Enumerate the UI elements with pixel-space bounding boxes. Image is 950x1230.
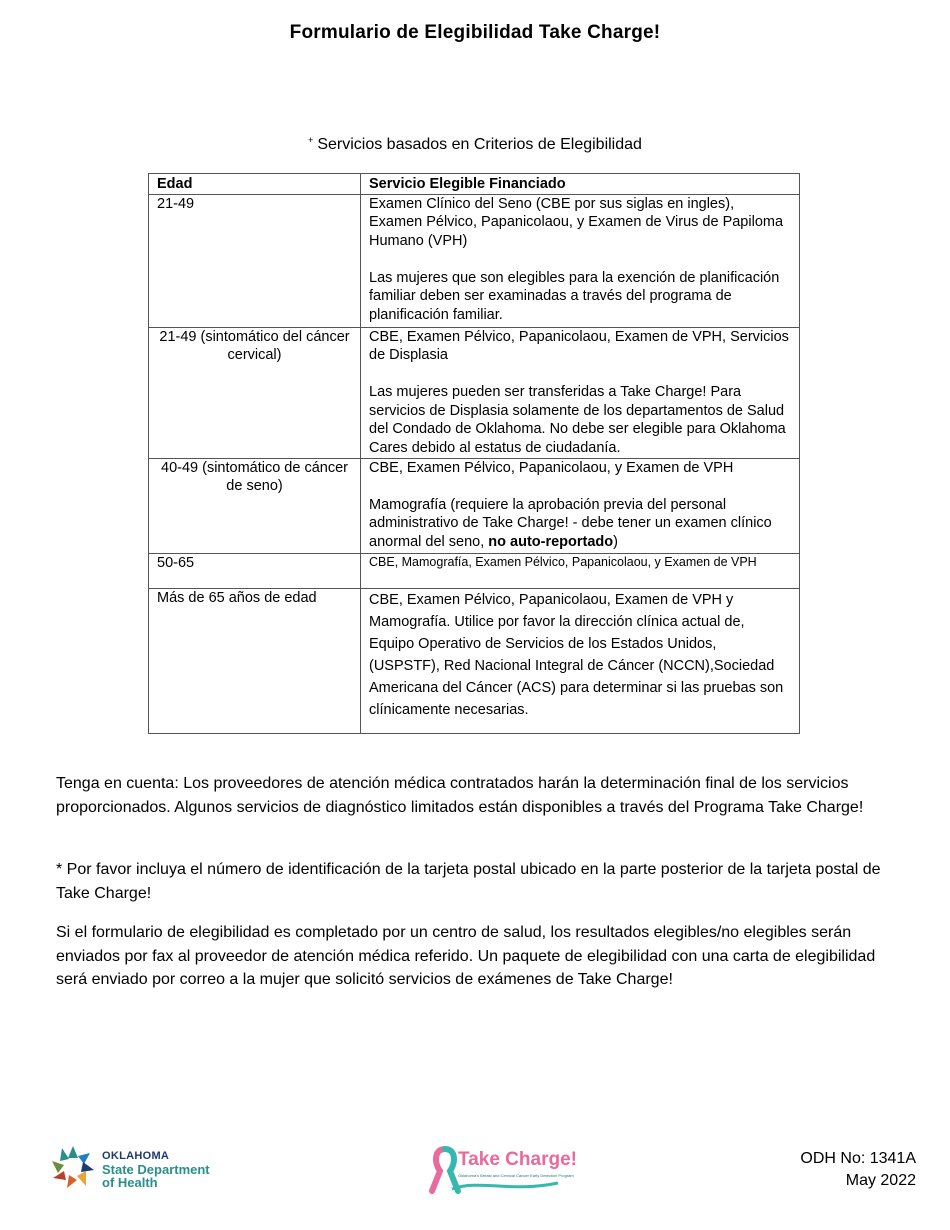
osdh-name-line2: State Department <box>102 1162 210 1177</box>
osdh-name-line3: of Health <box>102 1175 158 1190</box>
take-charge-tagline: Oklahoma's Breast and Cervical Cancer Early Detection Program <box>458 1173 574 1178</box>
osdh-star-icon <box>50 1144 96 1190</box>
service-cell: CBE, Examen Pélvico, Papanicolaou, Examen de VPH y Mamografía. Utilice por favor la dirección clínica actual de, Equipo Operativo de Servicios de los Estados Unidos, (USPSTF), Red Nacional Integral de Cáncer (NCCN),Sociedad Americana del Cáncer (ACS) para determinar si las pruebas son clínicamente necesarias. <box>361 588 800 733</box>
ribbon-swoosh-icon <box>450 1179 560 1193</box>
table-row <box>149 327 800 458</box>
table-row <box>149 588 800 733</box>
age-cell: 40-49 (sintomático de cáncer de seno) <box>149 458 361 553</box>
caption-mark: + <box>308 135 314 145</box>
osdh-logo <box>50 1144 220 1192</box>
age-cell: Más de 65 años de edad <box>149 588 361 733</box>
header-service: Servicio Elegible Financiado <box>361 174 800 195</box>
note-eligibility-fax: Si el formulario de elegibilidad es completado por un centro de salud, los resultados elegibles/no elegibles serán enviados por fax al proveedor de atención médica referido. Un paquete de elegibilidad con una carta de elegibilidad será enviado por correo a la mujer que solicitó servicios de exámenes de Take Charge! <box>56 924 876 988</box>
table-caption <box>0 135 950 154</box>
table-row <box>149 194 800 327</box>
service-cell <box>361 327 800 458</box>
age-cell: 21-49 <box>149 194 361 327</box>
take-charge-logo <box>428 1145 578 1199</box>
page-title: Formulario de Elegibilidad Take Charge! <box>289 22 661 43</box>
service-cell: CBE, Mamografía, Examen Pélvico, Papanicolaou, y Examen de VPH <box>361 553 800 588</box>
note-provider-determination: Tenga en cuenta: Los proveedores de atención médica contratados harán la determinación final de los servicios proporcionados. Algunos servicios de diagnóstico limitados están disponibles a través del Programa Take Charge! <box>56 775 864 816</box>
osdh-name-line1: OKLAHOMA <box>102 1150 170 1162</box>
age-cell: 50-65 <box>149 553 361 588</box>
eligibility-table <box>148 173 800 734</box>
service-note: Las mujeres que son elegibles para la exención de planificación familiar deben ser examinadas a través del programa de planificación familiar. <box>369 269 780 323</box>
service-cell <box>361 194 800 327</box>
table-header-row <box>149 174 800 195</box>
service-note-text: Mamografía (requiere la aprobación previa del personal administrativo de Take Charge! - debe tener un examen clínico anormal del seno, <box>369 496 772 550</box>
service-cell <box>361 458 800 553</box>
service-text: CBE, Examen Pélvico, Papanicolaou, y Examen de VPH <box>369 459 734 476</box>
form-date: May 2022 <box>845 1172 916 1189</box>
header-age: Edad <box>149 174 361 195</box>
service-text: CBE, Examen Pélvico, Papanicolaou, Examen de VPH, Servicios de Displasia <box>369 328 789 363</box>
take-charge-name: Take Charge! <box>458 1149 577 1170</box>
caption-text: Servicios basados en Criterios de Elegibilidad <box>317 136 642 153</box>
form-id-block <box>800 1148 916 1192</box>
table-row <box>149 458 800 553</box>
odh-number: ODH No: 1341A <box>800 1150 916 1167</box>
age-cell: 21-49 (sintomático del cáncer cervical) <box>149 327 361 458</box>
service-text: Examen Clínico del Seno (CBE por sus siglas en ingles), Examen Pélvico, Papanicolaou, y Examen de Virus de Papiloma Humano (VPH) <box>369 195 784 249</box>
service-note <box>369 496 791 552</box>
service-note-end: ) <box>613 533 618 550</box>
note-postcard-id: * Por favor incluya el número de identificación de la tarjeta postal ubicado en la parte posterior de la tarjeta postal de Take Charge! <box>56 861 881 902</box>
table-row <box>149 553 800 588</box>
service-note-bold: no auto-reportado <box>488 533 614 550</box>
service-note: Las mujeres pueden ser transferidas a Take Charge! Para servicios de Displasia solamente de los departamentos de Salud del Condado de Oklahoma. No debe ser elegible para Oklahoma Cares debido al estatus de ciudadanía. <box>369 384 786 456</box>
